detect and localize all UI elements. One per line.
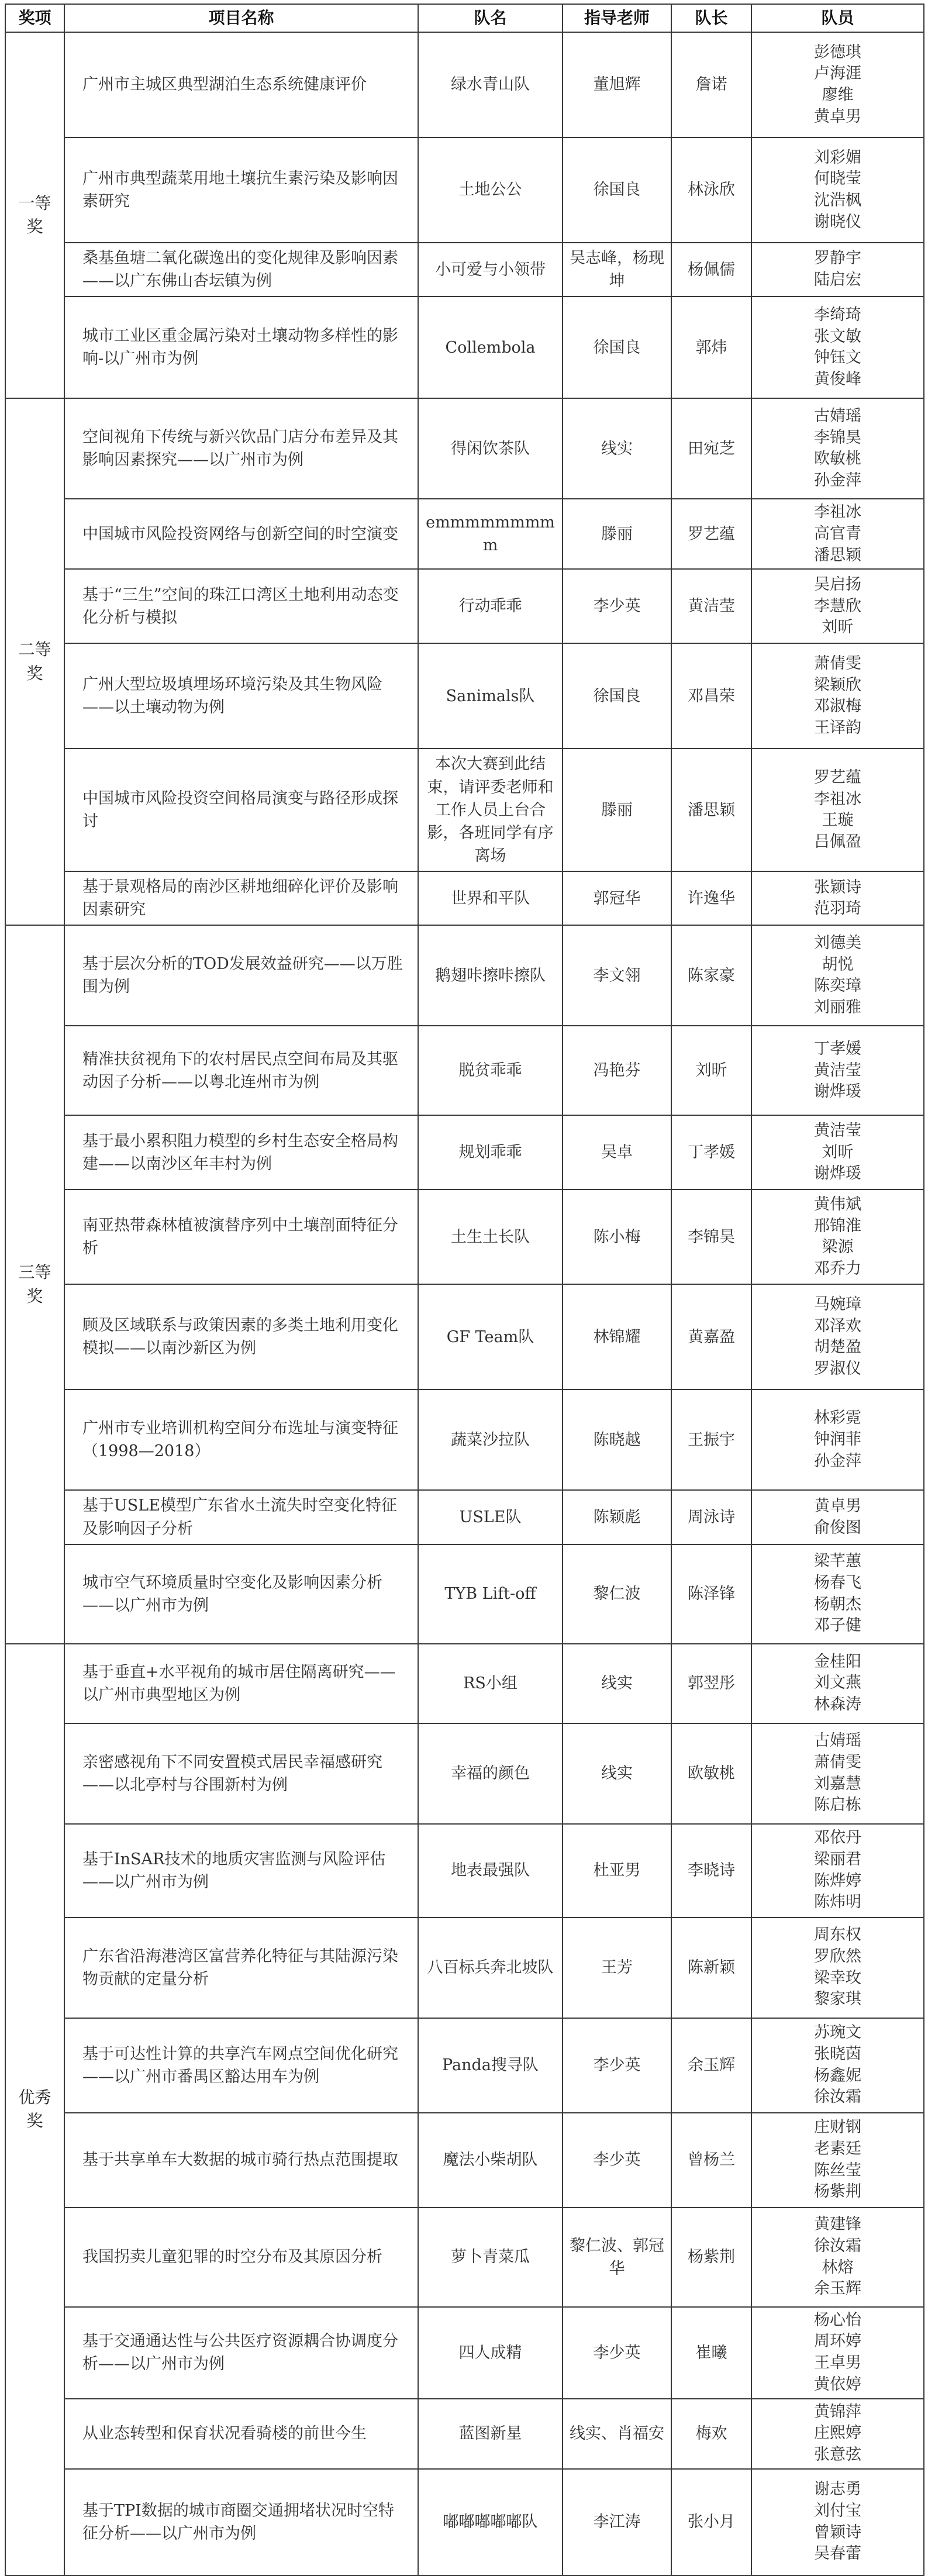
member-name: 欧敏桃: [814, 450, 861, 468]
project-title: 基于可达性计算的共享汽车网点空间优化研究——以广州市番禺区豁达用车为例: [64, 2018, 418, 2113]
member-name: 邓泽欢: [814, 1316, 861, 1335]
advisor-name: 滕丽: [563, 749, 671, 871]
member-name: 梁幸玫: [814, 1968, 861, 1987]
member-name: 萧倩雯: [814, 654, 861, 673]
advisor-name: 冯艳芬: [563, 1026, 671, 1115]
table-row: [5, 2208, 924, 2307]
award-cell: 优秀奖: [5, 1644, 64, 2575]
table-row: [5, 1115, 924, 1189]
member-name: 罗艺蕴: [814, 768, 861, 787]
member-name: 陈烨婷: [814, 1871, 861, 1890]
member-name: 陈启栋: [814, 1796, 861, 1815]
member-name: 刘彩媚: [814, 148, 861, 167]
table-row: [5, 1644, 924, 1723]
table-row: [5, 1389, 924, 1490]
team-name: 地表最强队: [418, 1824, 563, 1918]
table-row: [5, 749, 924, 871]
advisor-name: 吴卓: [563, 1115, 671, 1189]
member-name: 邓子健: [814, 1616, 861, 1635]
team-name: USLE队: [418, 1490, 563, 1544]
member-name: 谢烨瑗: [814, 1164, 861, 1183]
project-title: 基于交通通达性与公共医疗资源耦合协调度分析——以广州市为例: [64, 2307, 418, 2399]
member-name: 李绮琦: [814, 305, 861, 324]
member-name: 杨鑫妮: [814, 2066, 861, 2085]
member-name: 卢海涯: [814, 64, 861, 83]
members-cell: [751, 2399, 924, 2469]
advisor-name: 徐国良: [563, 137, 671, 243]
member-name: 刘丽雅: [814, 998, 861, 1017]
member-name: 刘嘉慧: [814, 1774, 861, 1793]
team-name: 规划乖乖: [418, 1115, 563, 1189]
captain-name: 曾杨兰: [671, 2113, 751, 2208]
team-name: GF Team队: [418, 1284, 563, 1389]
table-row: [5, 1284, 924, 1389]
award-cell: 三等奖: [5, 925, 64, 1643]
member-name: 吴启扬: [814, 575, 861, 594]
advisor-name: 李江涛: [563, 2469, 671, 2575]
team-name: Collembola: [418, 296, 563, 398]
members-cell: [751, 499, 924, 569]
team-name: 土生土长队: [418, 1189, 563, 1284]
member-name: 邓依丹: [814, 1829, 861, 1847]
member-name: 陈奕璋: [814, 977, 861, 995]
member-name: 黄卓男: [814, 1496, 861, 1515]
member-name: 黄俊峰: [814, 370, 861, 388]
captain-name: 詹诺: [671, 32, 751, 137]
team-name: 四人成精: [418, 2307, 563, 2399]
member-name: 萧倩雯: [814, 1753, 861, 1771]
member-name: 李祖冰: [814, 503, 861, 522]
table-row: [5, 243, 924, 296]
member-name: 黄卓男: [814, 107, 861, 126]
members-cell: [751, 243, 924, 296]
captain-name: 王振宇: [671, 1389, 751, 1490]
project-title: 从业态转型和保育状况看骑楼的前世今生: [64, 2399, 418, 2469]
project-title: 中国城市风险投资网络与创新空间的时空演变: [64, 499, 418, 569]
member-name: 黎家琪: [814, 1990, 861, 2009]
captain-name: 张小月: [671, 2469, 751, 2575]
member-name: 杨心怡: [814, 2311, 861, 2329]
members-cell: [751, 1389, 924, 1490]
members-cell: [751, 643, 924, 749]
project-title: 广东省沿海港湾区富营养化特征与其陆源污染物贡献的定量分析: [64, 1918, 418, 2018]
advisor-name: 杜亚男: [563, 1824, 671, 1918]
members-cell: [751, 1026, 924, 1115]
project-title: 精准扶贫视角下的农村居民点空间布局及其驱动因子分析——以粤北连州市为例: [64, 1026, 418, 1115]
members-cell: [751, 32, 924, 137]
captain-name: 梅欢: [671, 2399, 751, 2469]
member-name: 廖维: [822, 86, 854, 104]
table-row: [5, 499, 924, 569]
member-name: 杨春飞: [814, 1573, 861, 1592]
member-name: 金桂阳: [814, 1652, 861, 1671]
project-title: 广州市典型蔬菜用地土壤抗生素污染及影响因素研究: [64, 137, 418, 243]
member-name: 彭德琪: [814, 43, 861, 61]
table-row: [5, 925, 924, 1026]
members-cell: [751, 2208, 924, 2307]
team-name: 鹅翅咔擦咔擦队: [418, 925, 563, 1026]
team-name: 土地公公: [418, 137, 563, 243]
project-title: 空间视角下传统与新兴饮品门店分布差异及其影响因素探究——以广州市为例: [64, 398, 418, 499]
team-name: Sanimals队: [418, 643, 563, 749]
team-name: 萝卜青菜瓜: [418, 2208, 563, 2307]
project-title: 城市工业区重金属污染对土壤动物多样性的影响-以广州市为例: [64, 296, 418, 398]
captain-name: 陈家豪: [671, 925, 751, 1026]
captain-name: 邓昌荣: [671, 643, 751, 749]
member-name: 孙金萍: [814, 1451, 861, 1470]
advisor-name: 陈小梅: [563, 1189, 671, 1284]
member-name: 古婧瑶: [814, 406, 861, 425]
member-name: 张晓茵: [814, 2044, 861, 2063]
captain-name: 刘昕: [671, 1026, 751, 1115]
captain-name: 黄嘉盈: [671, 1284, 751, 1389]
members-cell: [751, 749, 924, 871]
project-title: 广州市专业培训机构空间分布选址与演变特征（1998—2018）: [64, 1389, 418, 1490]
team-name: 本次大赛到此结束，请评委老师和工作人员上台合影，各班同学有序离场: [418, 749, 563, 871]
member-name: 老素廷: [814, 2139, 861, 2158]
members-cell: [751, 871, 924, 925]
captain-name: 杨紫荆: [671, 2208, 751, 2307]
project-title: 基于垂直+水平视角的城市居住隔离研究——以广州市典型地区为例: [64, 1644, 418, 1723]
table-row: [5, 1918, 924, 2018]
table-row: [5, 871, 924, 925]
project-title: 基于层次分析的TOD发展效益研究——以万胜围为例: [64, 925, 418, 1026]
member-name: 丁孝媛: [814, 1039, 861, 1058]
members-cell: [751, 1723, 924, 1824]
advisor-name: 李少英: [563, 569, 671, 643]
members-cell: [751, 925, 924, 1026]
member-name: 黄依婷: [814, 2375, 861, 2394]
member-name: 林彩霓: [814, 1409, 861, 1427]
advisor-name: 线实: [563, 1644, 671, 1723]
project-title: 广州市主城区典型湖泊生态系统健康评价: [64, 32, 418, 137]
team-name: 八百标兵奔北坡队: [418, 1918, 563, 2018]
member-name: 邓乔力: [814, 1260, 861, 1278]
table-row: [5, 1723, 924, 1824]
table-row: [5, 1189, 924, 1284]
header-members: 队员: [751, 4, 924, 32]
member-name: 李祖冰: [814, 789, 861, 808]
member-name: 林熔: [822, 2258, 854, 2277]
advisor-name: 李少英: [563, 2018, 671, 2113]
project-title: 亲密感视角下不同安置模式居民幸福感研究——以北亭村与谷围新村为例: [64, 1723, 418, 1824]
captain-name: 罗艺蕴: [671, 499, 751, 569]
members-cell: [751, 569, 924, 643]
captain-name: 陈泽锋: [671, 1544, 751, 1644]
member-name: 林森涛: [814, 1695, 861, 1714]
project-title: 基于TPI数据的城市商圈交通拥堵状况时空特征分析——以广州市为例: [64, 2469, 418, 2575]
member-name: 钟钰文: [814, 349, 861, 367]
project-title: 桑基鱼塘二氧化碳逸出的变化规律及影响因素——以广东佛山杏坛镇为例: [64, 243, 418, 296]
advisor-name: 徐国良: [563, 296, 671, 398]
member-name: 张文敏: [814, 327, 861, 346]
member-name: 俞俊图: [814, 1518, 861, 1537]
table-row: [5, 296, 924, 398]
award-cell: 一等奖: [5, 32, 64, 398]
advisor-name: 郭冠华: [563, 871, 671, 925]
member-name: 黄建锋: [814, 2215, 861, 2234]
member-name: 谢晓仪: [814, 212, 861, 231]
captain-name: 丁孝媛: [671, 1115, 751, 1189]
captain-name: 潘思颖: [671, 749, 751, 871]
project-title: 基于USLE模型广东省水土流失时空变化特征及影响因子分析: [64, 1490, 418, 1544]
member-name: 杨紫荆: [814, 2182, 861, 2201]
captain-name: 欧敏桃: [671, 1723, 751, 1824]
member-name: 罗静宇: [814, 249, 861, 268]
member-name: 陆启宏: [814, 271, 861, 289]
table-row: [5, 2018, 924, 2113]
advisor-name: 线实: [563, 398, 671, 499]
award-cell: 二等奖: [5, 398, 64, 925]
header-captain: 队长: [671, 4, 751, 32]
advisor-name: 陈颖彪: [563, 1490, 671, 1544]
member-name: 曾颖诗: [814, 2523, 861, 2541]
team-name: Panda搜寻队: [418, 2018, 563, 2113]
members-cell: [751, 2018, 924, 2113]
project-title: 中国城市风险投资空间格局演变与路径形成探讨: [64, 749, 418, 871]
captain-name: 郭翌彤: [671, 1644, 751, 1723]
members-cell: [751, 137, 924, 243]
member-name: 梁源: [822, 1238, 854, 1257]
captain-name: 林泳欣: [671, 137, 751, 243]
member-name: 刘昕: [822, 618, 854, 637]
team-name: 魔法小柴胡队: [418, 2113, 563, 2208]
member-name: 沈浩枫: [814, 191, 861, 209]
member-name: 马婉璋: [814, 1295, 861, 1313]
member-name: 孙金萍: [814, 471, 861, 489]
member-name: 黄锦萍: [814, 2402, 861, 2421]
member-name: 周东权: [814, 1926, 861, 1944]
team-name: 小可爱与小领带: [418, 243, 563, 296]
member-name: 李锦昊: [814, 428, 861, 447]
advisor-name: 林锦耀: [563, 1284, 671, 1389]
member-name: 张意弦: [814, 2446, 861, 2464]
members-cell: [751, 1824, 924, 1918]
member-name: 刘昕: [822, 1143, 854, 1161]
members-cell: [751, 1284, 924, 1389]
advisor-name: 李少英: [563, 2307, 671, 2399]
captain-name: 崔曦: [671, 2307, 751, 2399]
member-name: 潘思颖: [814, 546, 861, 564]
member-name: 谢志勇: [814, 2480, 861, 2499]
header-advisor: 指导老师: [563, 4, 671, 32]
members-cell: [751, 1918, 924, 2018]
member-name: 高官青: [814, 525, 861, 543]
members-cell: [751, 2469, 924, 2575]
table-row: [5, 643, 924, 749]
table-row: [5, 2307, 924, 2399]
member-name: 黄伟斌: [814, 1195, 861, 1213]
team-name: 蓝图新星: [418, 2399, 563, 2469]
member-name: 古婧瑶: [814, 1732, 861, 1750]
member-name: 胡楚盈: [814, 1338, 861, 1357]
member-name: 余玉辉: [814, 2280, 861, 2298]
captain-name: 李锦昊: [671, 1189, 751, 1284]
project-title: 基于景观格局的南沙区耕地细碎化评价及影响因素研究: [64, 871, 418, 925]
captain-name: 郭炜: [671, 296, 751, 398]
member-name: 王璇: [822, 811, 854, 830]
table-row: [5, 1544, 924, 1644]
header-project: 项目名称: [64, 4, 418, 32]
member-name: 邓淑梅: [814, 697, 861, 716]
member-name: 苏琬文: [814, 2023, 861, 2042]
member-name: 周环婷: [814, 2332, 861, 2351]
team-name: emmmmmmmmm: [418, 499, 563, 569]
advisor-name: 徐国良: [563, 643, 671, 749]
header-row: [5, 4, 924, 32]
captain-name: 杨佩儒: [671, 243, 751, 296]
member-name: 陈丝莹: [814, 2161, 861, 2180]
member-name: 梁丽君: [814, 1850, 861, 1868]
member-name: 王译韵: [814, 719, 861, 737]
captain-name: 黄洁莹: [671, 569, 751, 643]
captain-name: 余玉辉: [671, 2018, 751, 2113]
team-name: 蔬菜沙拉队: [418, 1389, 563, 1490]
header-award: 奖项: [5, 4, 64, 32]
members-cell: [751, 1115, 924, 1189]
advisor-name: 李少英: [563, 2113, 671, 2208]
members-cell: [751, 2307, 924, 2399]
advisor-name: 董旭辉: [563, 32, 671, 137]
project-title: 城市空气环境质量时空变化及影响因素分析——以广州市为例: [64, 1544, 418, 1644]
member-name: 庄财钢: [814, 2118, 861, 2137]
advisor-name: 王芳: [563, 1918, 671, 2018]
member-name: 徐汝霜: [814, 2236, 861, 2255]
advisor-name: 线实: [563, 1723, 671, 1824]
member-name: 钟润菲: [814, 1430, 861, 1449]
member-name: 刘付宝: [814, 2502, 861, 2520]
advisor-name: 吴志峰，杨现坤: [563, 243, 671, 296]
project-title: 顾及区域联系与政策因素的多类土地利用变化模拟——以南沙新区为例: [64, 1284, 418, 1389]
member-name: 陈炜明: [814, 1893, 861, 1912]
table-row: [5, 137, 924, 243]
captain-name: 李晓诗: [671, 1824, 751, 1918]
table-row: [5, 1026, 924, 1115]
project-title: 基于“三生”空间的珠江口湾区土地利用动态变化分析与模拟: [64, 569, 418, 643]
awards-table: [5, 4, 924, 2576]
table-row: [5, 1824, 924, 1918]
member-name: 谢烨瑗: [814, 1082, 861, 1101]
members-cell: [751, 1544, 924, 1644]
members-cell: [751, 398, 924, 499]
table-row: [5, 1490, 924, 1544]
team-name: 嘟嘟嘟嘟嘟队: [418, 2469, 563, 2575]
advisor-name: 黎仁波: [563, 1544, 671, 1644]
table-row: [5, 2113, 924, 2208]
member-name: 刘德美: [814, 933, 861, 952]
member-name: 梁芊蕙: [814, 1552, 861, 1571]
table-row: [5, 398, 924, 499]
captain-name: 陈新颖: [671, 1918, 751, 2018]
table-body: [5, 32, 924, 2575]
member-name: 梁颖欣: [814, 675, 861, 694]
project-title: 基于共享单车大数据的城市骑行热点范围提取: [64, 2113, 418, 2208]
member-name: 王卓男: [814, 2354, 861, 2372]
members-cell: [751, 1189, 924, 1284]
project-title: 基于最小累积阻力模型的乡村生态安全格局构建——以南沙区年丰村为例: [64, 1115, 418, 1189]
table-row: [5, 569, 924, 643]
member-name: 范羽琦: [814, 899, 861, 918]
team-name: RS小组: [418, 1644, 563, 1723]
member-name: 庄熙婷: [814, 2424, 861, 2443]
member-name: 吕佩盈: [814, 833, 861, 851]
team-name: TYB Lift-off: [418, 1544, 563, 1644]
team-name: 行动乖乖: [418, 569, 563, 643]
member-name: 罗欣然: [814, 1947, 861, 1965]
member-name: 杨朝杰: [814, 1595, 861, 1613]
table-row: [5, 2469, 924, 2575]
member-name: 何晓莹: [814, 170, 861, 188]
member-name: 邢锦淮: [814, 1216, 861, 1235]
captain-name: 许逸华: [671, 871, 751, 925]
member-name: 罗淑仪: [814, 1360, 861, 1378]
project-title: 基于InSAR技术的地质灾害监测与风险评估——以广州市为例: [64, 1824, 418, 1918]
member-name: 张颖诗: [814, 878, 861, 896]
advisor-name: 黎仁波、郭冠华: [563, 2208, 671, 2307]
captain-name: 周泳诗: [671, 1490, 751, 1544]
advisor-name: 李文翎: [563, 925, 671, 1026]
advisor-name: 滕丽: [563, 499, 671, 569]
captain-name: 田宛芝: [671, 398, 751, 499]
advisor-name: 陈晓越: [563, 1389, 671, 1490]
team-name: 世界和平队: [418, 871, 563, 925]
project-title: 南亚热带森林植被演替序列中土壤剖面特征分析: [64, 1189, 418, 1284]
member-name: 徐汝霜: [814, 2088, 861, 2106]
team-name: 绿水青山队: [418, 32, 563, 137]
member-name: 刘文燕: [814, 1674, 861, 1692]
members-cell: [751, 296, 924, 398]
advisor-name: 线实、肖福安: [563, 2399, 671, 2469]
team-name: 幸福的颜色: [418, 1723, 563, 1824]
table-row: [5, 32, 924, 137]
members-cell: [751, 1490, 924, 1544]
team-name: 得闲饮茶队: [418, 398, 563, 499]
team-name: 脱贫乖乖: [418, 1026, 563, 1115]
header-team: 队名: [418, 4, 563, 32]
project-title: 广州大型垃圾填埋场环境污染及其生物风险——以土壤动物为例: [64, 643, 418, 749]
member-name: 胡悦: [822, 955, 854, 974]
member-name: 吴春蕾: [814, 2544, 861, 2563]
member-name: 李慧欣: [814, 596, 861, 615]
member-name: 黄洁莹: [814, 1061, 861, 1080]
table-row: [5, 2399, 924, 2469]
project-title: 我国拐卖儿童犯罪的时空分布及其原因分析: [64, 2208, 418, 2307]
members-cell: [751, 2113, 924, 2208]
member-name: 黄洁莹: [814, 1121, 861, 1140]
members-cell: [751, 1644, 924, 1723]
